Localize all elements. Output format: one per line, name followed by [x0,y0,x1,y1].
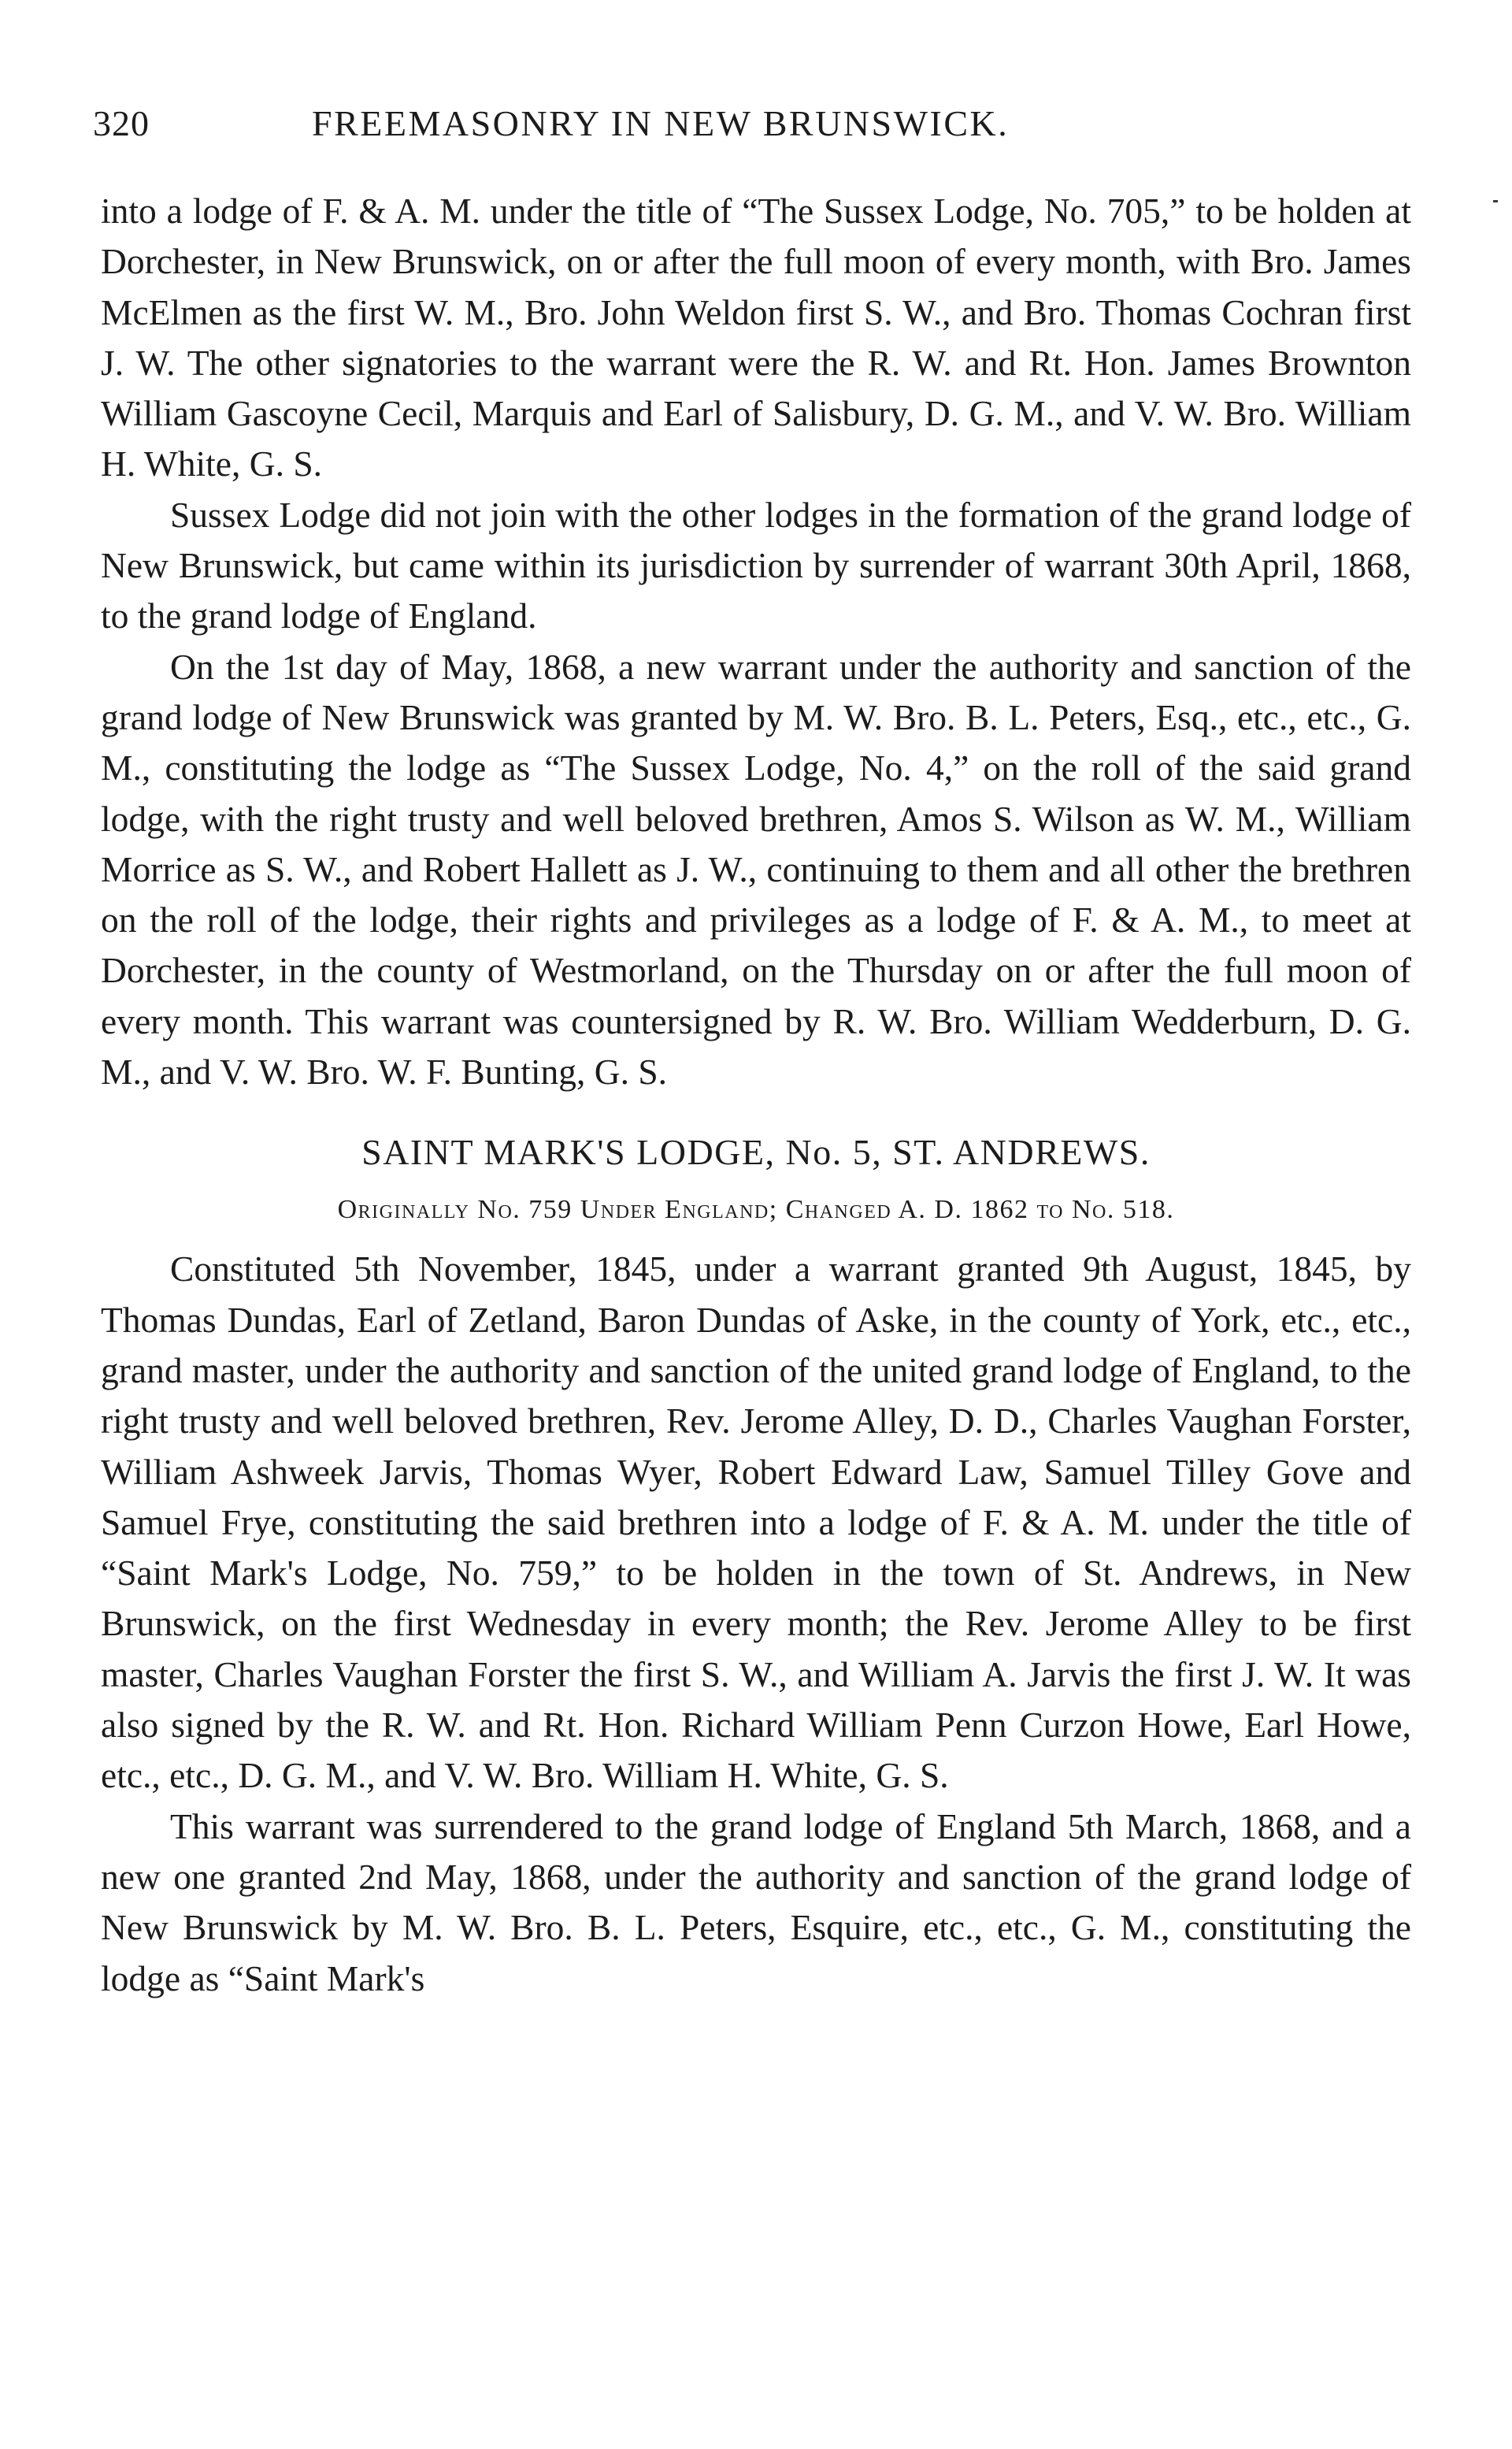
page-header [93,93,1211,148]
paragraph: Sussex Lodge did not join with the other lodges in the formation of the grand lodge of New Brunswick, but came within its jurisdiction by surrender of warrant 30th April, 1868, to the grand lodge of England. [101,494,1411,636]
page-number: 320 [93,103,150,143]
section-heading: SAINT MARK'S LODGE, No. 5, ST. ANDREWS. [361,1132,1151,1173]
paragraph: This warrant was surrendered to the grand lodge of England 5th March, 1868, and a new one granted 2nd May, 1868, under the authority and sanction of the grand lodge of New Brunswick by M. W. Bro. B. L. Peters, Esquire, etc., etc., G. M., constituting the lodge as “Saint Mark's [101,1805,1411,1998]
page-body [101,186,1411,2004]
paragraph: On the 1st day of May, 1868, a new warrant under the authority and sanction of the grand lodge of New Brunswick was granted by M. W. Bro. B. L. Peters, Esq., etc., etc., G. M., constituting the lodge as “The Sussex Lodge, No. 4,” on the roll of the said grand lodge, with the right trusty and well beloved brethren, Amos S. Wilson as W. M., William Morrice as S. W., and Robert Hallett as J. W., continuing to them and all other the brethren on the roll of the lodge, their rights and privileges as a lodge of F. & A. M., to meet at Dorchester, in the county of Westmorland, on the Thursday on or after the full moon of every month. This warrant was countersigned by R. W. Bro. William Wedderburn, D. G. M., and V. W. Bro. W. F. Bunting, G. S. [101,646,1411,1093]
margin-mark [1493,200,1498,202]
paragraph: into a lodge of F. & A. M. under the title of “The Sussex Lodge, No. 705,” to be holden at Dorchester, in New Brunswick, on or after the full moon of every month, with Bro. James McElmen as the first W. M., Bro. John Weldon first S. W., and Bro. Thomas Cochran first J. W. The other signatories to the warrant were the R. W. and Rt. Hon. James Brownton William Gascoyne Cecil, Marquis and Earl of Salisbury, D. G. M., and V. W. Bro. William H. White, G. S. [101,191,1411,484]
paragraph: Constituted 5th November, 1845, under a warrant granted 9th August, 1845, by Thomas Dundas, Earl of Zetland, Baron Dundas of Aske, in the county of York, etc., etc., grand master, under the authority and sanction of the united grand lodge of England, to the right trusty and well beloved brethren, Rev. Jerome Alley, D. D., Charles Vaughan Forster, William Ashweek Jarvis, Thomas Wyer, Robert Edward Law, Samuel Tilley Gove and Samuel Frye, constituting the said brethren into a lodge of F. & A. M. under the title of “Saint Mark's Lodge, No. 759,” to be holden in the town of St. Andrews, in New Brunswick, on the first Wednesday in every month; the Rev. Jerome Alley to be first master, Charles Vaughan Forster the first S. W., and William A. Jarvis the first J. W. It was also signed by the R. W. and Rt. Hon. Richard William Penn Curzon Howe, Earl Howe, etc., etc., D. G. M., and V. W. Bro. William H. White, G. S. [101,1249,1411,1796]
section-subheading: Originally No. 759 Under England; Changed A. D. 1862 to No. 518. [337,1195,1175,1225]
running-title: FREEMASONRY IN NEW BRUNSWICK. [312,103,1010,143]
